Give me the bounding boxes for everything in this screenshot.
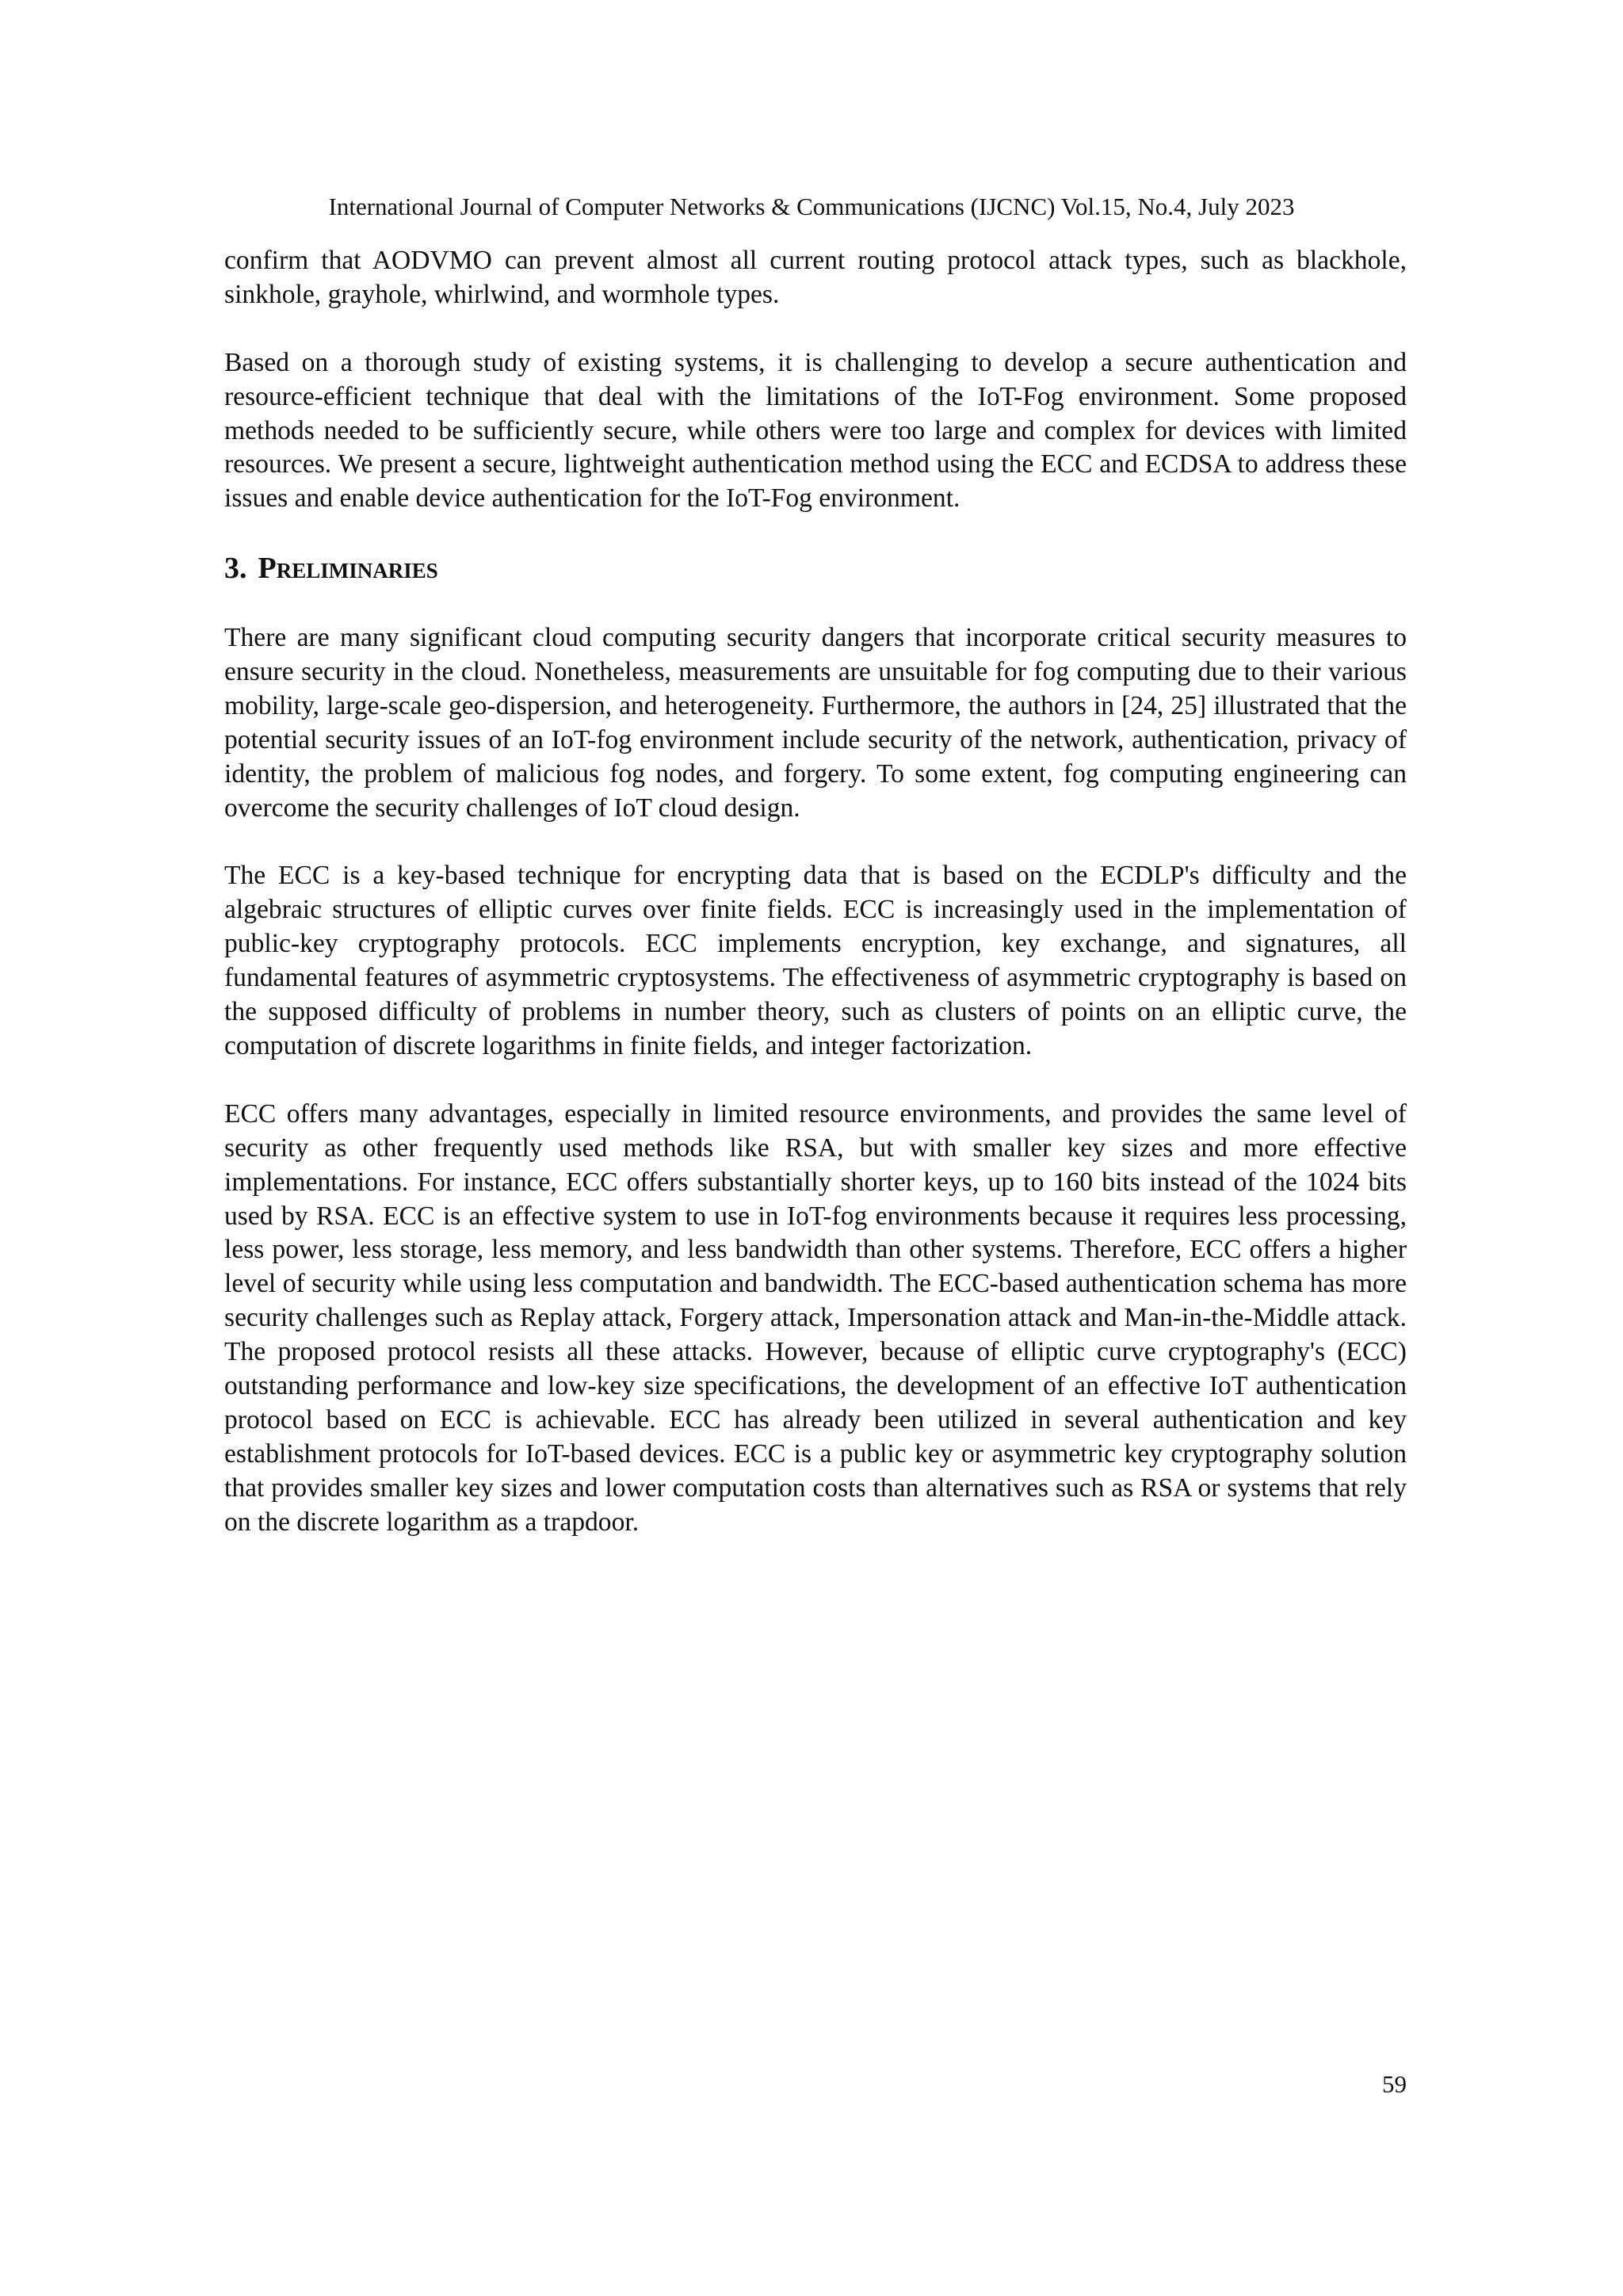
body-paragraph-2: Based on a thorough study of existing systems, it is challenging to develop a secure authentication and resource-efficient technique that deal with the limitations of the IoT-Fog environment. Some proposed methods needed to be sufficiently secure, while others were too large and complex for devices with limited resources. We present a secure, lightweight authentication method using the ECC and ECDSA to address these issues and enable device authentication for the IoT-Fog environment. [224, 347, 1407, 514]
section-title: Preliminaries [258, 552, 438, 586]
section-number: 3. [224, 552, 247, 586]
body-paragraph-3: There are many significant cloud computing security dangers that incorporate critical security measures to ensure security in the cloud. Nonetheless, measurements are unsuitable for fog computing due to their various mobility, large-scale geo-dispersion, and heterogeneity. Furthermore, the authors in [24, 25] illustrated that the potential security issues of an IoT-fog environment include security of the network, authentication, privacy of identity, the problem of malicious fog nodes, and forgery. To some extent, fog computing engineering can overcome the security challenges of IoT cloud design. [224, 623, 1407, 823]
body-paragraph-1: confirm that AODVMO can prevent almost all current routing protocol attack types, such as blackhole, sinkhole, grayhole, whirlwind, and wormhole types. [224, 246, 1407, 309]
page-number: 59 [1382, 2070, 1407, 2098]
body-paragraph-5: ECC offers many advantages, especially in limited resource environments, and provides the same level of security as other frequently used methods like RSA, but with smaller key sizes and more effective implementations. For instance, ECC offers substantially shorter keys, up to 160 bits instead of the 1024 bits used by RSA. ECC is an effective system to use in IoT-fog environments because it requires less processing, less power, less storage, less memory, and less bandwidth than other systems. Therefore, ECC offers a higher level of security while using less computation and bandwidth. The ECC-based authentication schema has more security challenges such as Replay attack, Forgery attack, Impersonation attack and Man-in-the-Middle attack. The proposed protocol resists all these attacks. However, because of elliptic curve cryptography's (ECC) outstanding performance and low-key size specifications, the development of an effective IoT authentication protocol based on ECC is achievable. ECC has already been utilized in several authentication and key establishment protocols for IoT-based devices. ECC is a public key or asymmetric key cryptography solution that provides smaller key sizes and lower computation costs than alternatives such as RSA or systems that rely on the discrete logarithm as a trapdoor. [224, 1098, 1407, 1537]
running-header: International Journal of Computer Networks & Communications (IJCNC) Vol.15, No.4, July 2023 [328, 193, 1295, 220]
page-body [224, 244, 1407, 1540]
body-paragraph-4: The ECC is a key-based technique for encrypting data that is based on the ECDLP's difficulty and the algebraic structures of elliptic curves over finite fields. ECC is increasingly used in the implementation of public-key cryptography protocols. ECC implements encryption, key exchange, and signatures, all fundamental features of asymmetric cryptosystems. The effectiveness of asymmetric cryptography is based on the supposed difficulty of problems in number theory, such as clusters of points on an elliptic curve, the computation of discrete logarithms in finite fields, and integer factorization. [224, 861, 1407, 1060]
section-heading [224, 550, 1407, 586]
